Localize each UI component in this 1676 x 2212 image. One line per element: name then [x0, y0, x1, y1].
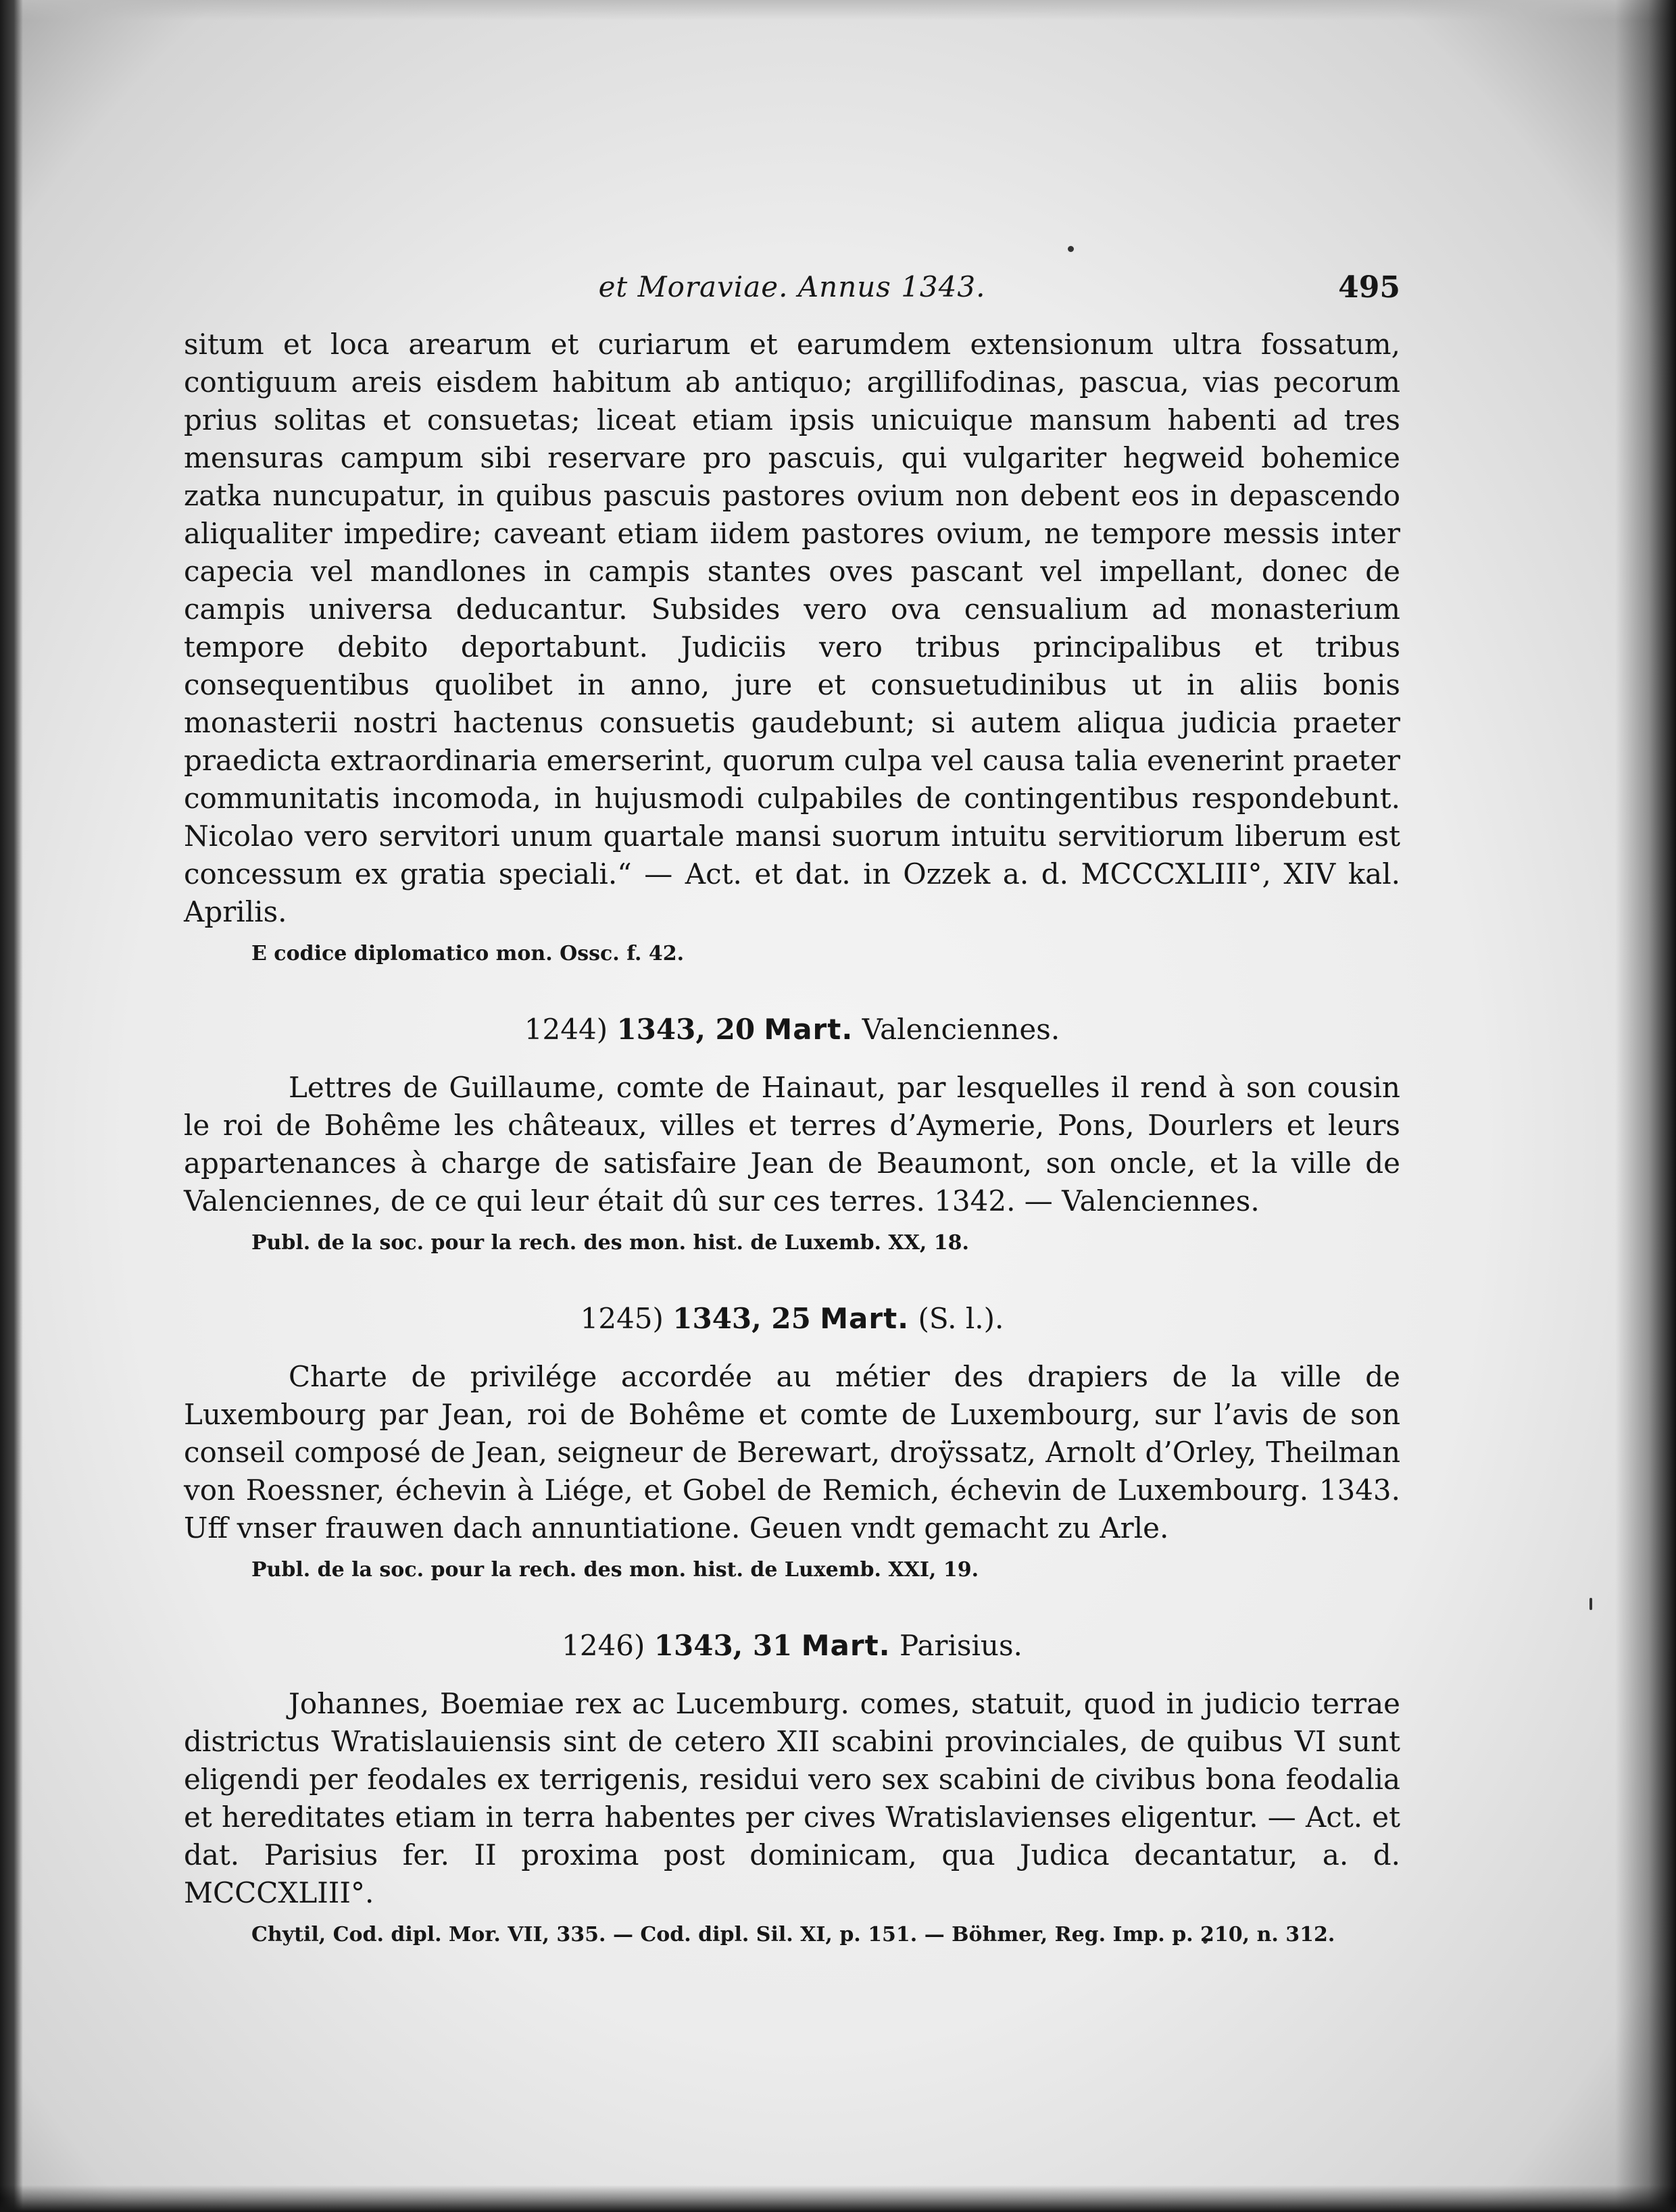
entry-month: Mart.: [764, 1013, 854, 1046]
continued-source-citation: E codice diplomatico mon. Ossc. f. 42.: [251, 942, 685, 965]
scan-right-edge: [1615, 0, 1676, 2212]
entry-heading: [184, 1300, 1400, 1338]
entry-place: Valenciennes.: [862, 1013, 1060, 1046]
entry-text: Lettres de Guillaume, comte de Hainaut, par lesquelles il rend à son cousin le roi de Bohême les châteaux, villes et terres d’Aymerie, Pons, Dourlers et leurs appartenances à charge de satisfaire Jean de Beaumont, son oncle, et la ville de Valenciennes, de ce qui leur était dû sur ces terres. 1342. — Valenciennes.: [184, 1071, 1400, 1217]
continued-paragraph: situm et loca arearum et curiarum et earumdem extensionum ultra fossatum, contiguum areis eisdem habitum ab antiquo; argillifodinas, pascua, vias pecorum prius solitas et consuetas; liceat etiam ipsis unicuique mansum habenti ad tres mensuras campum sibi reservare pro pascuis, qui vulgariter hegweid bohemice zatka nuncupatur, in quibus pascuis pastores ovium non debent eos in depascendo aliqualiter impedire; caveant etiam iidem pastores ovium, ne tempore messis inter capecia vel mandlones in campis stantes oves pascant vel impellant, donec de campis universa deducantur. Subsides vero ova censualium ad monasterium tempore debito deportabunt. Judiciis vero tribus principalibus et tribus consequentibus quolibet in anno, jure et consuetudinibus ut in aliis bonis monasterii nostri hactenus consuetis gaudebunt; si autem aliqua judicia praeter praedicta extraordinaria emerserint, quorum culpa vel causa talia evenerint praeter communitatis incomoda, in hujusmodi culpabiles de contingentibus respondebunt. Nicolao vero servitori unum quartale mansi suorum intuitu servitiorum liberum est concessum ex gratia speciali.“ — Act. et dat. in Ozzek a. d. MCCCXLIII°, XIV kal. Aprilis.: [184, 328, 1400, 928]
scan-bottom-edge: [0, 2185, 1676, 2212]
entry-text: Charte de privilége accordée au métier des drapiers de la ville de Luxembourg par Jean, roi de Bohême et comte de Luxembourg, sur l’avis de son conseil composé de Jean, seigneur de Berewart, droÿssatz, Arnolt d’Orley, Theilman von Roessner, échevin à Liége, et Gobel de Remich, échevin de Luxembourg. 1343. Uff vnser frauwen dach annuntiatione. Geuen vndt gemacht zu Arle.: [184, 1360, 1400, 1544]
entry-source-citation: Chytil, Cod. dipl. Mor. VII, 335. — Cod. dipl. Sil. XI, p. 151. — Böhmer, Reg. Imp. p. 210, n. 312.: [251, 1923, 1335, 1946]
entry-month: Mart.: [801, 1629, 891, 1662]
entry-place: Parisius.: [899, 1629, 1022, 1662]
entry-month: Mart.: [820, 1302, 910, 1335]
entry-source-citation: Publ. de la soc. pour la rech. des mon. hist. de Luxemb. XXI, 19.: [251, 1558, 979, 1582]
entry-place: (S. l.).: [918, 1302, 1004, 1335]
scan-speck: [1068, 246, 1074, 252]
scan-top-edge: [0, 0, 1676, 20]
scan-speck: [1589, 1598, 1592, 1610]
document-page: [184, 270, 1400, 1951]
entry-number: 1244): [524, 1013, 608, 1046]
running-head-title: et Moraviae. Annus 1343.: [598, 270, 986, 303]
running-head: [184, 270, 1400, 318]
page-number: 495: [1338, 270, 1400, 305]
entry-1245: [184, 1300, 1400, 1586]
entry-date: 1343, 31: [654, 1629, 793, 1662]
scan-left-edge: [0, 0, 23, 2212]
entry-number: 1246): [562, 1629, 645, 1662]
entry-heading: [184, 1011, 1400, 1049]
entry-date: 1343, 20: [616, 1013, 756, 1046]
entry-date: 1343, 25: [672, 1302, 811, 1335]
entry-source-citation: Publ. de la soc. pour la rech. des mon. hist. de Luxemb. XX, 18.: [251, 1231, 969, 1255]
entry-number: 1245): [580, 1302, 664, 1335]
entry-1244: [184, 1011, 1400, 1259]
entry-text: Johannes, Boemiae rex ac Lucemburg. comes, statuit, quod in judicio terrae districtus Wratislauiensis sint de cetero XII scabini provinciales, de quibus VI sunt eligendi per feodales ex terrigenis, residui vero sex scabini de civibus bona feodalia et hereditates etiam in terra habentes per cives Wratislavienses eligentur. — Act. et dat. Parisius fer. II proxima post dominicam, qua Judica decantatur, a. d. MCCCXLIII°.: [184, 1687, 1400, 1909]
entry-heading: [184, 1627, 1400, 1665]
entry-1246: [184, 1627, 1400, 1951]
